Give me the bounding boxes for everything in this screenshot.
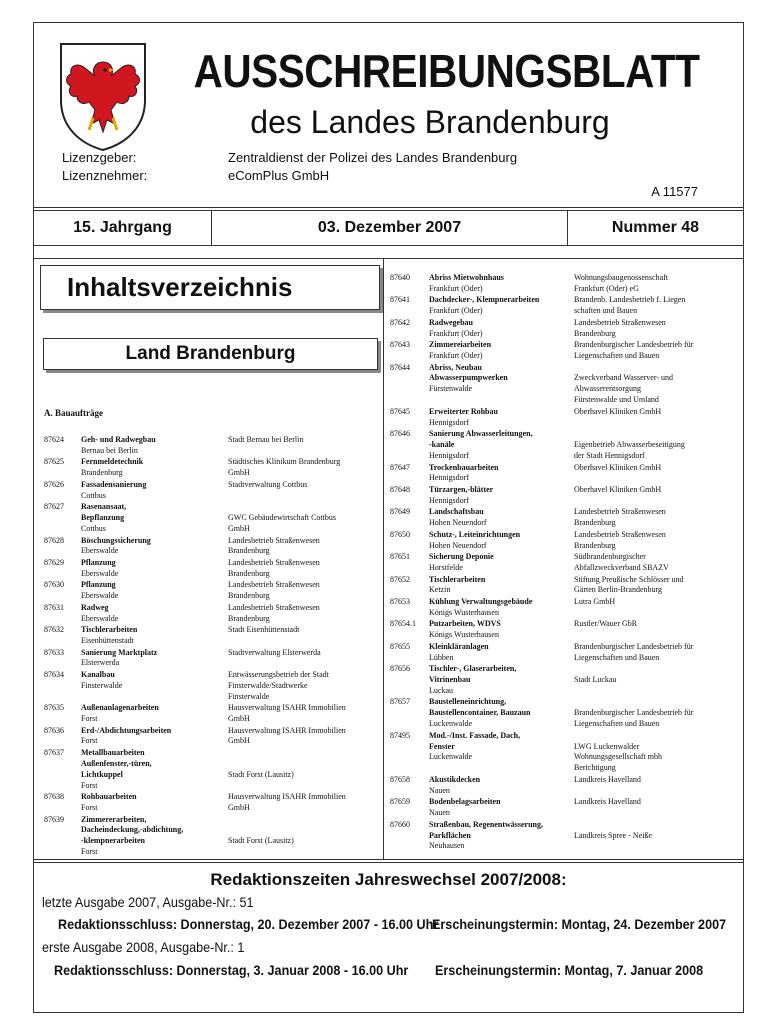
- tender-authority: Stadt Forst (Lausitz): [228, 836, 294, 846]
- tender-title: Vitrinenbau: [429, 674, 471, 684]
- tender-authority: Brandenburg: [228, 591, 270, 601]
- tender-entry: [390, 406, 740, 428]
- tender-number: 87654.1: [390, 619, 416, 629]
- tender-authority: Brandenburgischer Landesbetrieb für: [574, 641, 694, 651]
- redaktion-termin-2: Erscheinungstermin: Montag, 7. Januar 2008: [435, 962, 704, 978]
- tender-number: 87637: [44, 748, 64, 757]
- tender-authority: Oberhavel Kliniken GmbH: [574, 406, 662, 416]
- tender-title: Bepflanzung: [81, 513, 125, 523]
- tender-authority: Gärten Berlin-Brandenburg: [574, 585, 663, 595]
- tender-authority: Finsterwalde: [228, 691, 270, 701]
- tender-title: Mod.-/Inst. Fassade, Dach,: [429, 730, 521, 740]
- tender-authority: Finsterwalde/Stadtwerke: [228, 680, 308, 690]
- tender-title: -kanäle: [429, 440, 455, 450]
- tender-location: Forst: [81, 736, 98, 746]
- tender-title: Zimmererarbeiten,: [81, 814, 147, 824]
- tender-title: Fenster: [429, 741, 455, 751]
- tender-location: Eberswalde: [81, 613, 119, 623]
- tender-title: Metallbauarbeiten: [81, 748, 145, 757]
- tender-title: Tischlerarbeiten: [429, 574, 486, 584]
- tender-authority: Hausverwaltung ISAHR Immobilien: [228, 792, 346, 802]
- tender-title: Radweg: [81, 602, 109, 612]
- tender-title: Kleinkläranlagen: [429, 641, 489, 651]
- tender-title: Sicherung Deponie: [429, 552, 494, 562]
- tender-entry: [390, 696, 740, 729]
- tender-entry: [44, 791, 374, 813]
- tender-location: Eisenhüttenstadt: [81, 635, 134, 645]
- tender-entry: [44, 456, 374, 478]
- tender-number: 87642: [390, 317, 410, 327]
- tender-entry: [390, 462, 740, 484]
- tender-authority: Landesbetrieb Straßenwesen: [574, 317, 666, 327]
- tender-authority: GmbH: [228, 523, 250, 533]
- tender-authority: Oberhavel Kliniken GmbH: [574, 484, 662, 494]
- tender-location: Nauen: [429, 785, 450, 795]
- tender-entry: [44, 669, 374, 702]
- tender-entry: [44, 579, 374, 601]
- tender-authority: Landesbetrieb Straßenwesen: [574, 529, 666, 539]
- tender-authority: schaften und Bauen: [574, 306, 638, 316]
- tender-title: Außenfenster,-türen,: [81, 758, 152, 768]
- tender-entry: [390, 339, 740, 361]
- tender-title: Sanierung Marktplatz: [81, 647, 158, 657]
- tender-entry: [390, 484, 740, 506]
- tender-title: -klempnerarbeiten: [81, 836, 145, 846]
- tender-entry: [390, 317, 740, 339]
- tender-title: Fassadensanierung: [81, 479, 147, 489]
- tender-number: 87636: [44, 725, 64, 735]
- tender-title: Lichtkuppel: [81, 769, 123, 779]
- tender-number: 87659: [390, 797, 410, 807]
- tender-location: Luckau: [429, 685, 453, 695]
- publication-title: AUSSCHREIBUNGSBLATT: [193, 45, 700, 97]
- redaktion-line-2: erste Ausgabe 2008, Ausgabe-Nr.: 1: [42, 939, 245, 955]
- tender-number: 87638: [44, 792, 64, 802]
- tender-entry: [44, 814, 374, 858]
- tender-location: Lübben: [429, 652, 454, 662]
- redaktion-schluss-1: Redaktionsschluss: Donnerstag, 20. Dezember 2007 - 16.00 Uhr: [58, 916, 439, 932]
- tender-title: Dachdecker-, Klempnerarbeiten: [429, 295, 540, 305]
- tender-title: Erd-/Abdichtungsarbeiten: [81, 725, 172, 735]
- tender-title: Putzarbeiten, WDVS: [429, 619, 501, 629]
- tender-location: Forst: [81, 847, 98, 857]
- tender-location: Frankfurt (Oder): [429, 283, 483, 293]
- tender-authority: Landkreis Havelland: [574, 774, 641, 784]
- publication-number: A 11577: [651, 184, 698, 199]
- tender-number: 87652: [390, 574, 410, 584]
- tender-entry: [390, 362, 740, 406]
- tender-title: Außenanlagenarbeiten: [81, 703, 159, 713]
- tender-authority: Stadt Forst (Lausitz): [228, 769, 294, 779]
- tender-entry: [390, 574, 740, 596]
- tender-authority: Brandenburg: [574, 540, 616, 550]
- tender-title: Akustikdecken: [429, 774, 481, 784]
- tender-number: 87655: [390, 641, 410, 651]
- tender-entry: [390, 618, 740, 640]
- tender-authority: Landkreis Spree - Neiße: [574, 830, 652, 840]
- tender-number: 87632: [44, 625, 64, 635]
- region-heading: Land Brandenburg: [43, 338, 378, 370]
- tender-number: 87630: [44, 580, 64, 590]
- tender-authority: Fürstenwalde und Umland: [574, 395, 659, 405]
- tender-number: 87646: [390, 429, 410, 439]
- tender-location: Finsterwalde: [81, 680, 123, 690]
- tender-number: 87634: [44, 669, 64, 679]
- tender-location: Fürstenwalde: [429, 384, 473, 394]
- tender-title: Pflanzung: [81, 580, 116, 590]
- tender-number: 87625: [44, 457, 64, 467]
- issue-date: 03. Dezember 2007: [212, 211, 568, 245]
- issue-number: Nummer 48: [611, 219, 700, 236]
- tender-entry: [390, 819, 740, 852]
- tender-title: Abwasserpumpwerken: [429, 373, 508, 383]
- publication-subtitle: des Landes Brandenburg: [250, 104, 610, 140]
- tender-title: Landschaftsbau: [429, 507, 484, 517]
- tender-authority: Entwässerungsbetrieb der Stadt: [228, 669, 329, 679]
- tender-number: 87660: [390, 819, 410, 829]
- tender-number: 87647: [390, 462, 410, 472]
- tender-title: Erweiterter Rohbau: [429, 406, 498, 416]
- tender-location: Hennigsdorf: [429, 417, 469, 427]
- tender-location: Luckenwalde: [429, 719, 473, 729]
- tender-location: Hennigsdorf: [429, 473, 469, 483]
- tender-entry: [390, 796, 740, 818]
- tender-authority: Südbrandenburgischer: [574, 552, 646, 562]
- tender-authority: GmbH: [228, 468, 250, 478]
- column-divider: [383, 258, 384, 860]
- tender-entry: [44, 725, 374, 747]
- tender-entry: [390, 294, 740, 316]
- tender-title: Zimmereiarbeiten: [429, 340, 492, 350]
- brandenburg-eagle-crest: [55, 40, 151, 152]
- tender-number: 87651: [390, 552, 410, 562]
- tender-title: Rohbauarbeiten: [81, 792, 137, 802]
- tender-location: Hennigsdorf: [429, 450, 469, 460]
- tender-entry: [390, 663, 740, 696]
- tender-location: Königs Wusterhausen: [429, 607, 499, 617]
- tender-location: Königs Wusterhausen: [429, 630, 499, 640]
- tender-authority: Liegenschaften und Bauen: [574, 351, 660, 361]
- tender-location: Cottbus: [81, 523, 106, 533]
- tender-authority: Hausverwaltung ISAHR Immobilien: [228, 703, 346, 713]
- tender-authority: Landesbetrieb Straßenwesen: [228, 535, 320, 545]
- tender-location: Elsterwerda: [81, 658, 120, 668]
- tender-number: 87633: [44, 647, 64, 657]
- tender-number: 87495: [390, 730, 410, 740]
- tender-location: Hohen Neuendorf: [429, 540, 487, 550]
- tender-authority: Stadtverwaltung Cottbus: [228, 479, 308, 489]
- tender-title: Böschungssicherung: [81, 535, 151, 545]
- tender-entry: [44, 602, 374, 624]
- toc-title: Inhaltsverzeichnis: [40, 265, 380, 310]
- tender-number: 87644: [390, 362, 410, 372]
- tender-number: 87626: [44, 479, 64, 489]
- tender-location: Frankfurt (Oder): [429, 306, 483, 316]
- lizenznehmer-label: Lizenznehmer:: [62, 168, 148, 183]
- tender-entry: [44, 747, 374, 791]
- tender-authority: Brandenburg: [228, 568, 270, 578]
- tender-authority: Landesbetrieb Straßenwesen: [574, 507, 666, 517]
- tender-location: Eberswalde: [81, 546, 119, 556]
- redaktion-line-1: letzte Ausgabe 2007, Ausgabe-Nr.: 51: [42, 894, 254, 910]
- tender-number: 87640: [390, 273, 410, 282]
- tender-entry: [390, 506, 740, 528]
- tender-entry: [44, 647, 374, 669]
- tender-title: Tischler-, Glaserarbeiten,: [429, 664, 517, 674]
- tender-number: 87657: [390, 697, 410, 707]
- tender-location: Hennigsdorf: [429, 495, 469, 505]
- tender-entry: [44, 434, 374, 456]
- tender-number: 87635: [44, 703, 64, 713]
- tender-entry: [44, 702, 374, 724]
- redaktion-termin-1: Erscheinungstermin: Montag, 24. Dezember 2007: [432, 916, 727, 932]
- tender-authority: Brandenburgischer Landesbetrieb für: [574, 340, 694, 350]
- tender-authority: Brandenburgischer Landesbetrieb für: [574, 708, 694, 718]
- tender-authority: Lutra GmbH: [574, 596, 616, 606]
- tender-authority: Wohnungsbaugenossenschaft: [574, 273, 669, 282]
- tender-authority: LWG Luckenwalder: [574, 741, 640, 751]
- tender-number: 87658: [390, 774, 410, 784]
- jahrgang: 15. Jahrgang: [34, 211, 212, 245]
- section-heading: A. Bauaufträge: [44, 408, 103, 418]
- tender-authority: Städtisches Klinikum Brandenburg: [228, 457, 341, 467]
- tender-location: Nauen: [429, 808, 450, 818]
- tender-entry: [44, 535, 374, 557]
- tender-number: 87627: [44, 502, 64, 512]
- tender-authority: Wohnungsgesellschaft mbh: [574, 752, 663, 762]
- tender-title: Kanalbau: [81, 669, 115, 679]
- tender-entry: [44, 557, 374, 579]
- tender-authority: Frankfurt (Oder) eG: [574, 283, 639, 293]
- tender-authority: Stadtverwaltung Elsterwerda: [228, 647, 321, 657]
- tender-location: Cottbus: [81, 490, 106, 500]
- tender-authority: GmbH: [228, 736, 250, 746]
- tender-title: Kühlung Verwaltungsgebäude: [429, 596, 533, 606]
- tender-number: 87629: [44, 557, 64, 567]
- tender-location: Eberswalde: [81, 568, 119, 578]
- tender-entry: [390, 551, 740, 573]
- tender-title: Tischlerarbeiten: [81, 625, 138, 635]
- issue-bar: [33, 210, 744, 246]
- redaktion-schluss-2: Redaktionsschluss: Donnerstag, 3. Januar 2008 - 16.00 Uhr: [54, 962, 409, 978]
- tender-location: Brandenburg: [81, 468, 123, 478]
- tender-location: Ketzin: [429, 585, 451, 595]
- tender-authority: Liegenschaften und Bauen: [574, 652, 660, 662]
- tender-entry: [44, 624, 374, 646]
- tender-location: Forst: [81, 803, 98, 813]
- tender-authority: GmbH: [228, 803, 250, 813]
- lizenznehmer-value: eComPlus GmbH: [228, 168, 330, 183]
- tender-location: Bernau bei Berlin: [81, 445, 138, 455]
- tender-authority: Eigenbetrieb Abwasserbeseitigung: [574, 440, 685, 450]
- tender-authority: GmbH: [228, 714, 250, 724]
- tender-authority: Stadt Eisenhüttenstadt: [228, 625, 300, 635]
- tender-title: Radwegebau: [429, 317, 474, 327]
- tender-location: Horstfelde: [429, 562, 463, 572]
- tender-authority: Hausverwaltung ISAHR Immobilien: [228, 725, 346, 735]
- tender-entry: [390, 428, 740, 461]
- tender-entry: [44, 479, 374, 501]
- tender-authority: Landesbetrieb Straßenwesen: [228, 602, 320, 612]
- tender-number: 87641: [390, 295, 410, 305]
- tender-authority: Brandenb. Landesbetrieb f. Liegen: [574, 295, 686, 305]
- tender-entry: [390, 272, 740, 294]
- tender-location: Frankfurt (Oder): [429, 351, 483, 361]
- tender-number: 87631: [44, 602, 64, 612]
- tender-number: 87624: [44, 435, 64, 444]
- tender-authority: Stadt Luckau: [574, 674, 617, 684]
- tender-authority: Zweckverband Wasserver- und: [574, 373, 674, 383]
- tender-entry: [44, 501, 374, 534]
- tender-authority: Brandenburg: [574, 518, 616, 528]
- tender-title: Dacheindeckung,-abdichtung,: [81, 825, 184, 835]
- tender-entry: [390, 641, 740, 663]
- tender-authority: Landesbetrieb Straßenwesen: [228, 580, 320, 590]
- tender-number: 87639: [44, 814, 64, 824]
- tender-entry: [390, 529, 740, 551]
- tender-authority: GWC Gebäudewirtschaft Cottbus: [228, 513, 336, 523]
- tender-authority: Brandenburg: [574, 328, 616, 338]
- lizenzgeber-label: Lizenzgeber:: [62, 150, 137, 165]
- tender-number: 87648: [390, 484, 410, 494]
- tender-entry: [390, 730, 740, 774]
- tender-number: 87643: [390, 340, 410, 350]
- tender-title: Baustelleneinrichtung,: [429, 697, 507, 707]
- tender-title: Geh- und Radwegbau: [81, 435, 156, 444]
- tender-authority: Brandenburg: [228, 546, 270, 556]
- tender-location: Forst: [81, 714, 98, 724]
- tender-authority: Brandenburg: [228, 613, 270, 623]
- tender-title: Sanierung Abwasserleitungen,: [429, 429, 533, 439]
- tender-number: 87628: [44, 535, 64, 545]
- tender-title: Straßenbau, Regenentwässerung,: [429, 819, 544, 829]
- tender-authority: Stadt Bernau bei Berlin: [228, 435, 304, 444]
- tender-authority: Landesbetrieb Straßenwesen: [228, 557, 320, 567]
- tender-title: Schutz-, Leiteinrichtungen: [429, 529, 521, 539]
- tender-location: Frankfurt (Oder): [429, 328, 483, 338]
- tender-authority: Stiftung Preußische Schlösser und: [574, 574, 684, 584]
- tender-number: 87653: [390, 596, 410, 606]
- tender-location: Luckenwalde: [429, 752, 473, 762]
- tender-title: Fernmeldetechnik: [81, 457, 144, 467]
- tender-entry: [390, 596, 740, 618]
- tender-location: Neuhausen: [429, 841, 465, 851]
- tender-authority: Abwasserentsorgung: [574, 384, 641, 394]
- tender-title: Trockenbauarbeiten: [429, 462, 499, 472]
- lizenzgeber-value: Zentraldienst der Polizei des Landes Brandenburg: [228, 150, 518, 165]
- tender-title: Bodenbelagsarbeiten: [429, 797, 501, 807]
- tender-entry: [390, 774, 740, 796]
- tender-number: 87645: [390, 406, 410, 416]
- tender-authority: Landkreis Havelland: [574, 797, 641, 807]
- tender-number: 87649: [390, 507, 410, 517]
- tender-location: Eberswalde: [81, 591, 119, 601]
- tender-number: 87656: [390, 664, 410, 674]
- tender-authority: Berichtigung: [574, 763, 616, 773]
- tender-title: Rasenansaat,: [81, 502, 127, 512]
- tender-location: Forst: [81, 780, 98, 790]
- tender-authority: Rustler/Wauer GbR: [574, 619, 638, 629]
- tender-title: Abriss Mietwohnhaus: [429, 273, 504, 282]
- tender-authority: der Stadt Hennigsdorf: [574, 450, 645, 460]
- tender-title: Pflanzung: [81, 557, 116, 567]
- tender-title: Parkflächen: [429, 830, 471, 840]
- redaktion-title: Redaktionszeiten Jahreswechsel 2007/2008:: [33, 862, 744, 896]
- tender-authority: Liegenschaften und Bauen: [574, 719, 660, 729]
- tender-title: Baustellencontainer, Bauzaun: [429, 708, 531, 718]
- tender-authority: Oberhavel Kliniken GmbH: [574, 462, 662, 472]
- tender-title: Abriss, Neubau: [429, 362, 482, 372]
- tender-title: Türzargen,-blätter: [429, 484, 494, 494]
- tender-location: Hohen Neuendorf: [429, 518, 487, 528]
- tender-authority: Abfallzweckverband SBAZV: [574, 562, 669, 572]
- tender-number: 87650: [390, 529, 410, 539]
